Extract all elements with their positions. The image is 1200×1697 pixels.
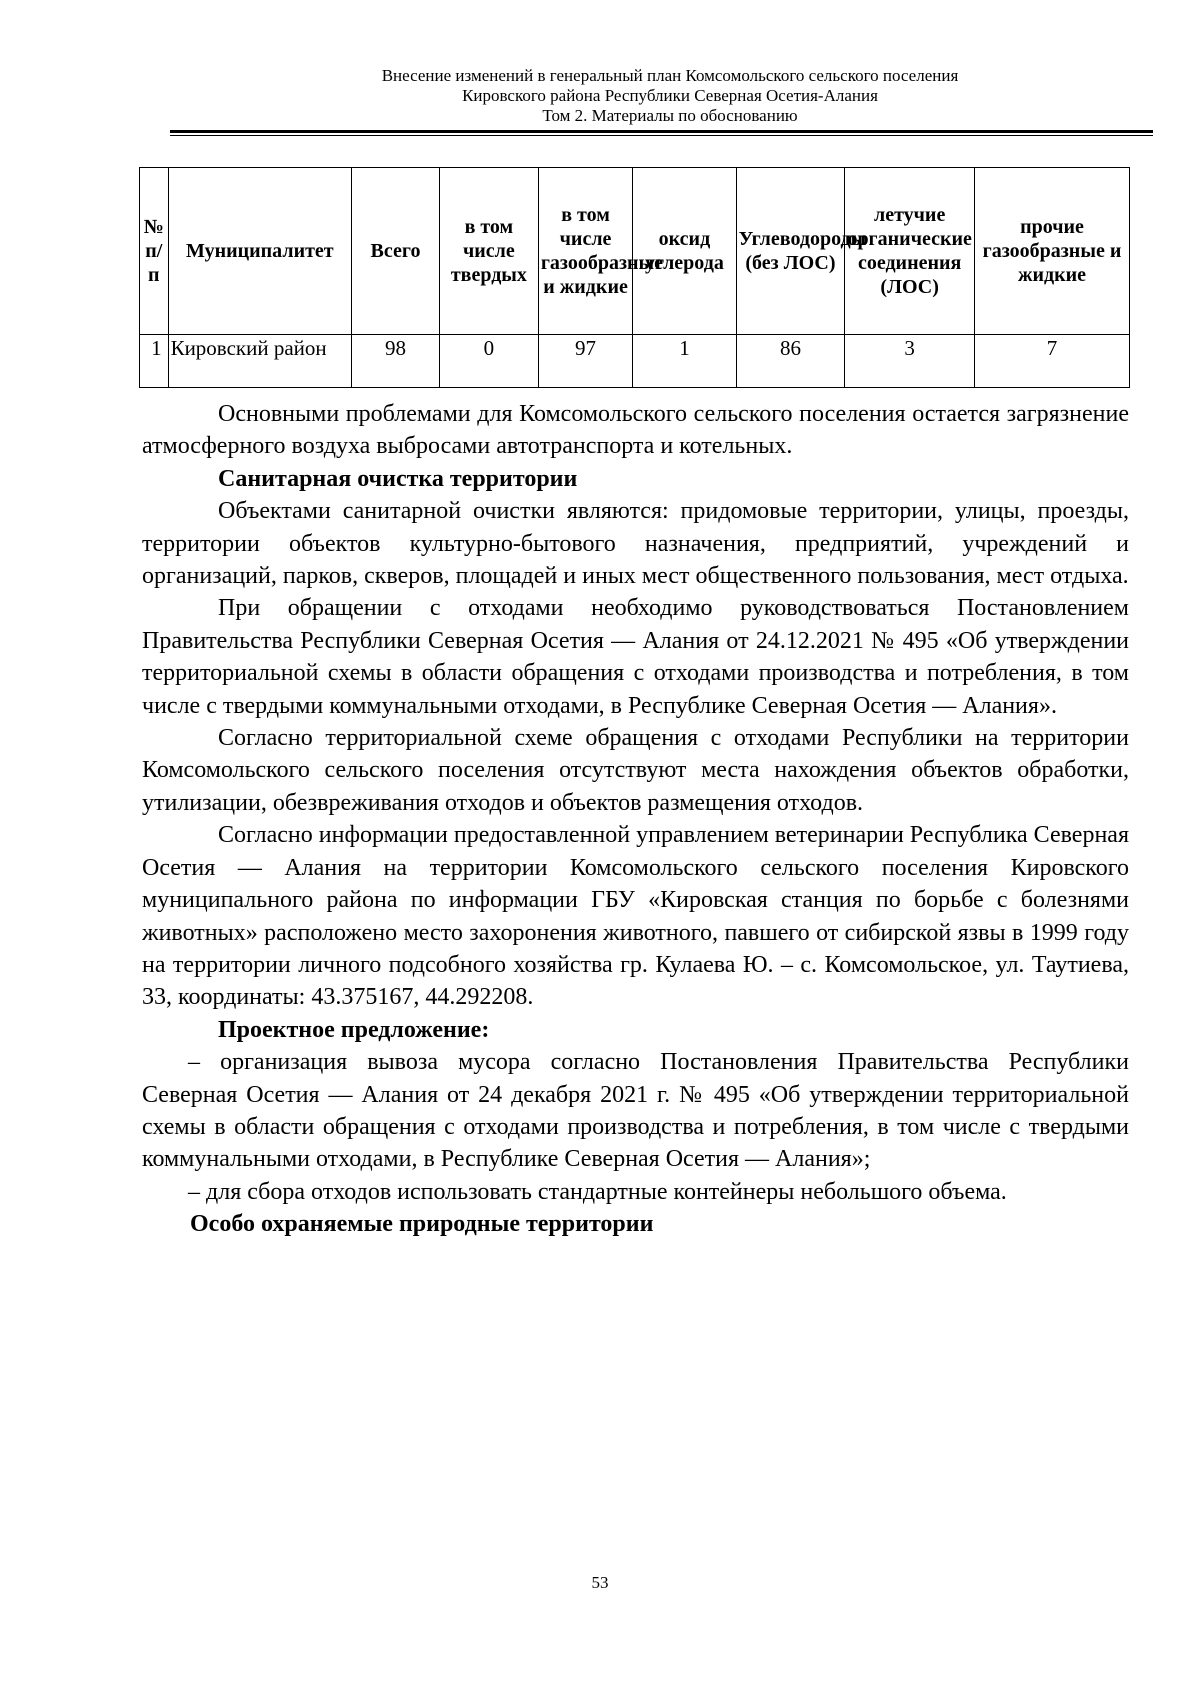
paragraph-main-problems: Основными проблемами для Комсомольского сельского поселения остается загрязнение атмосферного воздуха выбросами автотранспорта и котельных.	[142, 401, 1129, 460]
running-header	[170, 66, 1170, 126]
col-header-voc: летучие органические соединения (ЛОС)	[845, 168, 975, 335]
col-header-number: № п/п	[140, 168, 169, 335]
body-text	[142, 398, 1129, 1241]
paragraph-waste-regulation: При обращении с отходами необходимо руководствоваться Постановлением Правительства Республики Северная Осетия — Алания от 24.12.2021 № 495 «Об утверждении территориальной схемы в области обращения с отходами производства и потребления, в том числе с твердыми коммунальными отходами, в Республике Северная Осетия — Алания».	[142, 595, 1129, 719]
emissions-table	[139, 167, 1130, 388]
col-header-solid: в том числе твердых	[439, 168, 538, 335]
cell-carbon-monoxide: 1	[633, 335, 736, 388]
table-row	[140, 335, 1130, 388]
cell-other: 7	[974, 335, 1129, 388]
table-header-row	[140, 168, 1130, 335]
cell-voc: 3	[845, 335, 975, 388]
paragraph-anthrax-burial: Согласно информации предоставленной управлением ветеринарии Республика Северная Осетия — Алания на территории Комсомольского сельского поселения Кировского муниципального района по информации ГБУ «Кировская станция по борьбе с болезнями животных» расположено место захоронения животного, павшего от сибирской язвы в 1999 году на территории личного подсобного хозяйства гр. Кулаева Ю. – с. Комсомольское, ул. Таутиева, 33, координаты: 43.375167, 44.292208.	[142, 822, 1129, 1011]
paragraph-territorial-scheme: Согласно территориальной схеме обращения с отходами Республики на территории Комсомольского сельского поселения отсутствуют места нахождения объектов обработки, утилизации, обезвреживания отходов и объектов размещения отходов.	[142, 725, 1129, 816]
cell-municipality: Кировский район	[168, 335, 351, 388]
header-rule-thick	[170, 130, 1153, 133]
col-header-gaseous-liquid: в том числе газообразные и жидкие	[538, 168, 632, 335]
col-header-total: Всего	[352, 168, 440, 335]
heading-sanitary-cleaning: Санитарная очистка территории	[218, 465, 578, 492]
proposal-item-garbage-removal: – организация вывоза мусора согласно Постановления Правительства Республики Северная Осетия — Алания от 24 декабря 2021 г. № 495 «Об утверждении территориальной схемы в области обращения с отходами производства и потребления, в том числе с твердыми коммунальными отходами, в Республике Северная Осетия — Алания»;	[142, 1049, 1129, 1173]
proposal-item-containers: – для сбора отходов использовать стандартные контейнеры небольшого объема.	[188, 1178, 1007, 1205]
col-header-hydrocarbons: Углеводороды (без ЛОС)	[736, 168, 845, 335]
col-header-municipality: Муниципалитет	[168, 168, 351, 335]
cell-gaseous-liquid: 97	[538, 335, 632, 388]
cell-number: 1	[140, 335, 169, 388]
cell-hydrocarbons: 86	[736, 335, 845, 388]
cell-total: 98	[352, 335, 440, 388]
header-line-2: Кировского района Республики Северная Осетия-Алания	[462, 86, 878, 105]
cell-solid: 0	[439, 335, 538, 388]
page-number: 53	[591, 1573, 609, 1592]
col-header-other: прочие газообразные и жидкие	[974, 168, 1129, 335]
heading-project-proposal: Проектное предложение:	[218, 1016, 490, 1043]
col-header-carbon-monoxide: оксид углерода	[633, 168, 736, 335]
header-line-3: Том 2. Материалы по обоснованию	[542, 106, 798, 125]
header-rule-thin	[170, 135, 1153, 136]
paragraph-cleaning-objects: Объектами санитарной очистки являются: придомовые территории, улицы, проезды, территории объектов культурно-бытового назначения, предприятий, учреждений и организаций, парков, скверов, площадей и иных мест общественного пользования, мест отдыха.	[142, 498, 1129, 590]
header-line-1: Внесение изменений в генеральный план Комсомольского сельского поселения	[381, 66, 959, 85]
heading-protected-areas: Особо охраняемые природные территории	[190, 1211, 654, 1238]
